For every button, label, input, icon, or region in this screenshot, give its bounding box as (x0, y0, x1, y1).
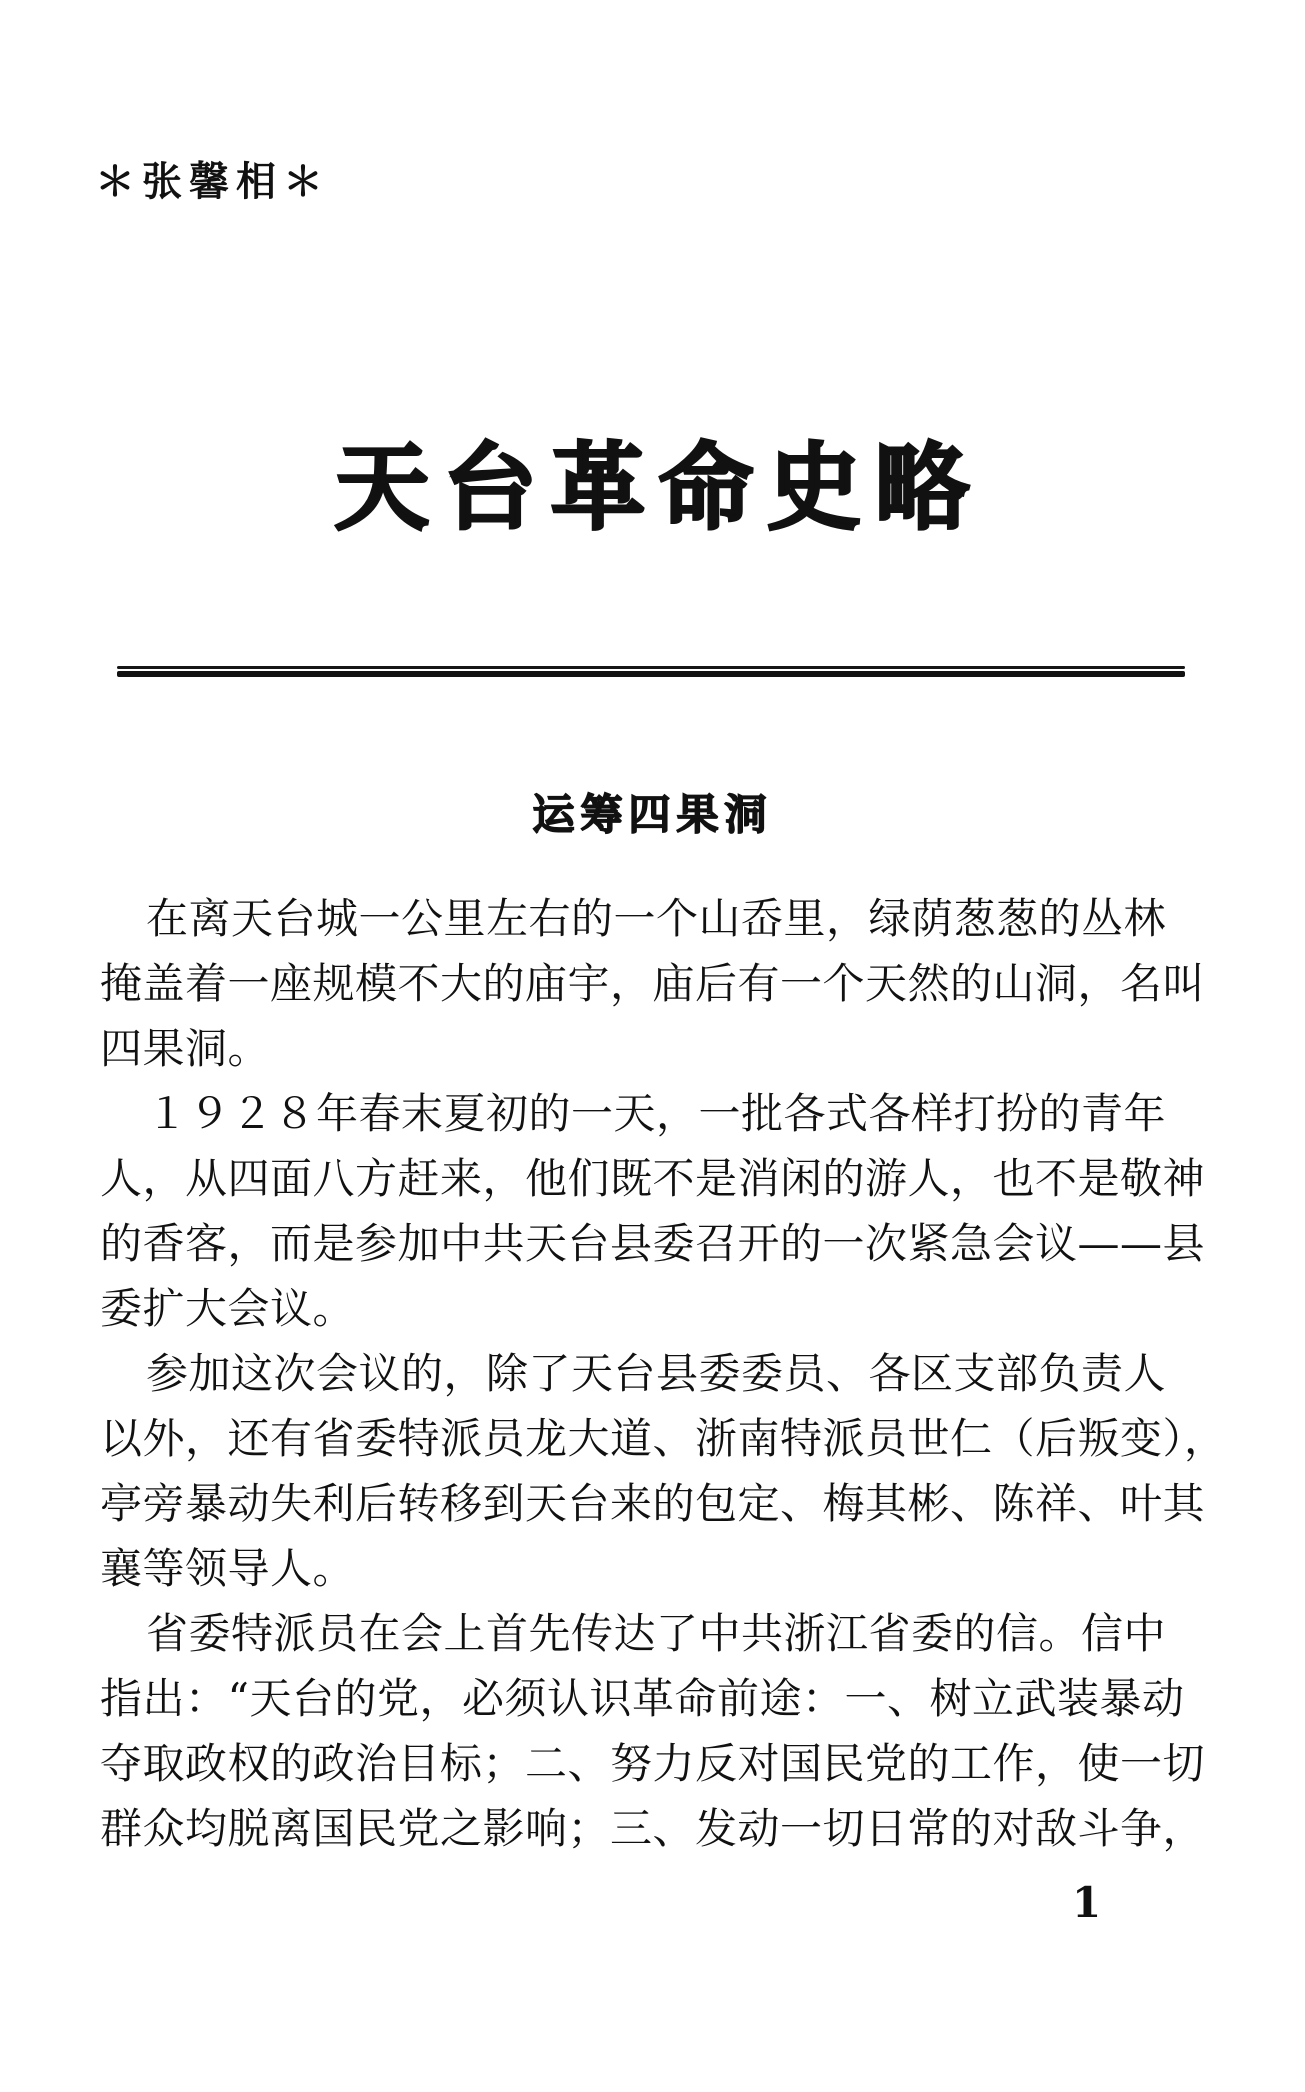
body-line: 以外，还有省委特派员龙大道、浙南特派员世仁（后叛变）， (100, 1414, 1227, 1463)
body-line: 省委特派员在会上首先传达了中共浙江省委的信。信中 (146, 1609, 1167, 1658)
page-number: 1 (1072, 1878, 1102, 1927)
body-line: 群众均脱离国民党之影响；三、发动一切日常的对敌斗争， (100, 1804, 1206, 1853)
body-line: 指出：“天台的党，必须认识革命前途：一、树立武装暴动 (100, 1674, 1185, 1723)
body-line: 掩盖着一座规模不大的庙宇，庙后有一个天然的山洞，名叫 (100, 959, 1206, 1008)
divider-rule (117, 666, 1185, 678)
body-text (100, 886, 1227, 1861)
body-line: 亭旁暴动失利后转移到天台来的包定、梅其彬、陈祥、叶其 (100, 1479, 1206, 1528)
section-heading: 运筹四果洞 (532, 790, 773, 839)
body-line: 夺取政权的政治目标；二、努力反对国民党的工作，使一切 (100, 1739, 1206, 1788)
page-title: 天台革命史略 (334, 434, 983, 543)
body-line: 在离天台城一公里左右的一个山岙里，绿荫葱葱的丛林 (146, 894, 1167, 943)
body-line: 委扩大会议。 (100, 1284, 356, 1333)
body-line: １９２８年春末夏初的一天，一批各式各样打扮的青年 (146, 1089, 1167, 1138)
author-byline: ＊张馨相＊ (95, 159, 330, 205)
body-line: 的香客，而是参加中共天台县委召开的一次紧急会议——县 (100, 1219, 1206, 1268)
divider-rule-thin-line (117, 666, 1185, 669)
body-line: 襄等领导人。 (100, 1544, 356, 1593)
body-line: 四果洞。 (100, 1024, 271, 1073)
body-line: 人，从四面八方赶来，他们既不是消闲的游人，也不是敬神 (100, 1154, 1206, 1203)
body-line: 参加这次会议的，除了天台县委委员、各区支部负责人 (146, 1349, 1167, 1398)
divider-rule-thick-line (117, 671, 1185, 677)
